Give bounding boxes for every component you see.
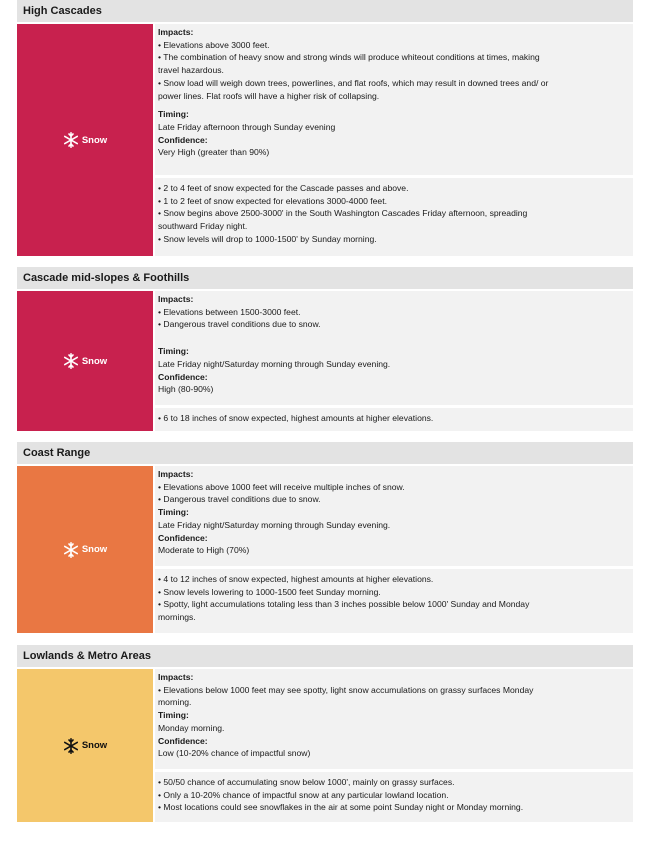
detail-line: • 4 to 12 inches of snow expected, highest amounts at higher elevations. [158,574,434,584]
hazard-label: Snow [81,544,108,555]
detail-line: • Snow begins above 2500-3000' in the South Washington Cascades Friday afternoon, spreading [158,208,528,219]
confidence-text: High (80-90%) [158,384,214,395]
hazard-label: Snow [81,740,108,751]
snowflake-icon [63,738,79,754]
details-panel [155,178,633,256]
confidence-text: Low (10-20% chance of impactful snow) [158,748,311,759]
confidence-heading: Confidence: [158,371,208,382]
impact-line: morning. [158,697,192,708]
section-title: Coast Range [17,442,633,464]
impact-line: • Dangerous travel conditions due to snow. [158,319,321,330]
impact-line: • Dangerous travel conditions due to snow. [158,494,321,505]
impacts-panel [155,291,633,405]
timing-text: Late Friday night/Saturday morning through Sunday evening. [158,519,391,530]
hazard-label: Snow [81,355,108,367]
detail-line: • Most locations could see snowflakes in the air at some point Sunday night or Monday morning. [158,802,524,813]
impacts-heading: Impacts: [158,27,194,37]
section-body [17,291,633,431]
impact-line: • Elevations above 3000 feet. [158,39,270,50]
impact-line: • The combination of heavy snow and strong winds will produce whiteout conditions at times, making [158,52,540,63]
section-body [17,669,633,822]
section-body [17,466,633,633]
snowflake-icon [63,353,79,369]
confidence-heading: Confidence: [158,532,208,543]
timing-text: Late Friday night/Saturday morning through Sunday evening. [158,358,391,369]
hazard-swatch [17,669,153,822]
detail-line: mornings. [158,612,196,623]
impact-line: power lines. Flat roofs will have a higher risk of collapsing. [158,90,380,101]
impact-line: • Elevations below 1000 feet may see spotty, light snow accumulations on grassy surfaces Monday [158,684,534,695]
impacts-heading: Impacts: [158,469,194,479]
detail-line: • 50/50 chance of accumulating snow below 1000', mainly on grassy surfaces. [158,777,455,787]
section-high-cascades [17,0,633,244]
confidence-text: Moderate to High (70%) [158,545,250,556]
details-panel [155,408,633,431]
section-coast-range [17,442,633,623]
section-title: Cascade mid-slopes & Foothills [17,267,633,289]
snowflake-icon [63,132,79,148]
section-title: Lowlands & Metro Areas [17,645,633,667]
timing-heading: Timing: [158,507,189,518]
impact-line: travel hazardous. [158,65,224,76]
confidence-heading: Confidence: [158,134,208,145]
detail-line: • Snow levels lowering to 1000-1500 feet Sunday morning. [158,586,381,597]
timing-heading: Timing: [158,346,189,357]
detail-line: • Spotty, light accumulations totaling less than 3 inches possible below 1000' Sunday and Monday [158,599,530,610]
timing-text: Monday morning. [158,722,225,733]
details-panel [155,569,633,633]
section-title: High Cascades [17,0,633,22]
section-lowlands-metro [17,645,633,813]
detail-line: • 6 to 18 inches of snow expected, highest amounts at higher elevations. [158,413,434,423]
impacts-heading: Impacts: [158,294,194,304]
impact-line: • Elevations between 1500-3000 feet. [158,306,301,317]
snowflake-icon [63,542,79,558]
impacts-panel [155,466,633,566]
impacts-heading: Impacts: [158,672,194,682]
timing-heading: Timing: [158,109,189,120]
timing-text: Late Friday afternoon through Sunday evening [158,121,336,132]
confidence-heading: Confidence: [158,735,208,746]
impacts-panel [155,24,633,175]
timing-heading: Timing: [158,710,189,721]
confidence-text: Very High (greater than 90%) [158,147,270,158]
hazard-swatch [17,24,153,256]
section-body [17,24,633,256]
detail-line: • 1 to 2 feet of snow expected for elevations 3000-4000 feet. [158,195,387,206]
detail-line: • Snow levels will drop to 1000-1500' by Sunday morning. [158,233,377,244]
hazard-swatch [17,466,153,633]
hazard-swatch [17,291,153,431]
impact-line: • Elevations above 1000 feet will receive multiple inches of snow. [158,481,405,492]
detail-line: • 2 to 4 feet of snow expected for the Cascade passes and above. [158,183,409,193]
hazard-label: Snow [81,134,108,146]
details-panel [155,772,633,822]
impact-line: • Snow load will weigh down trees, powerlines, and flat roofs, which may result in downed trees and/ or [158,77,549,88]
section-cascade-mid-slopes [17,267,633,423]
impacts-panel [155,669,633,769]
detail-line: southward Friday night. [158,221,248,232]
detail-line: • Only a 10-20% chance of impactful snow at any particular lowland location. [158,789,449,800]
